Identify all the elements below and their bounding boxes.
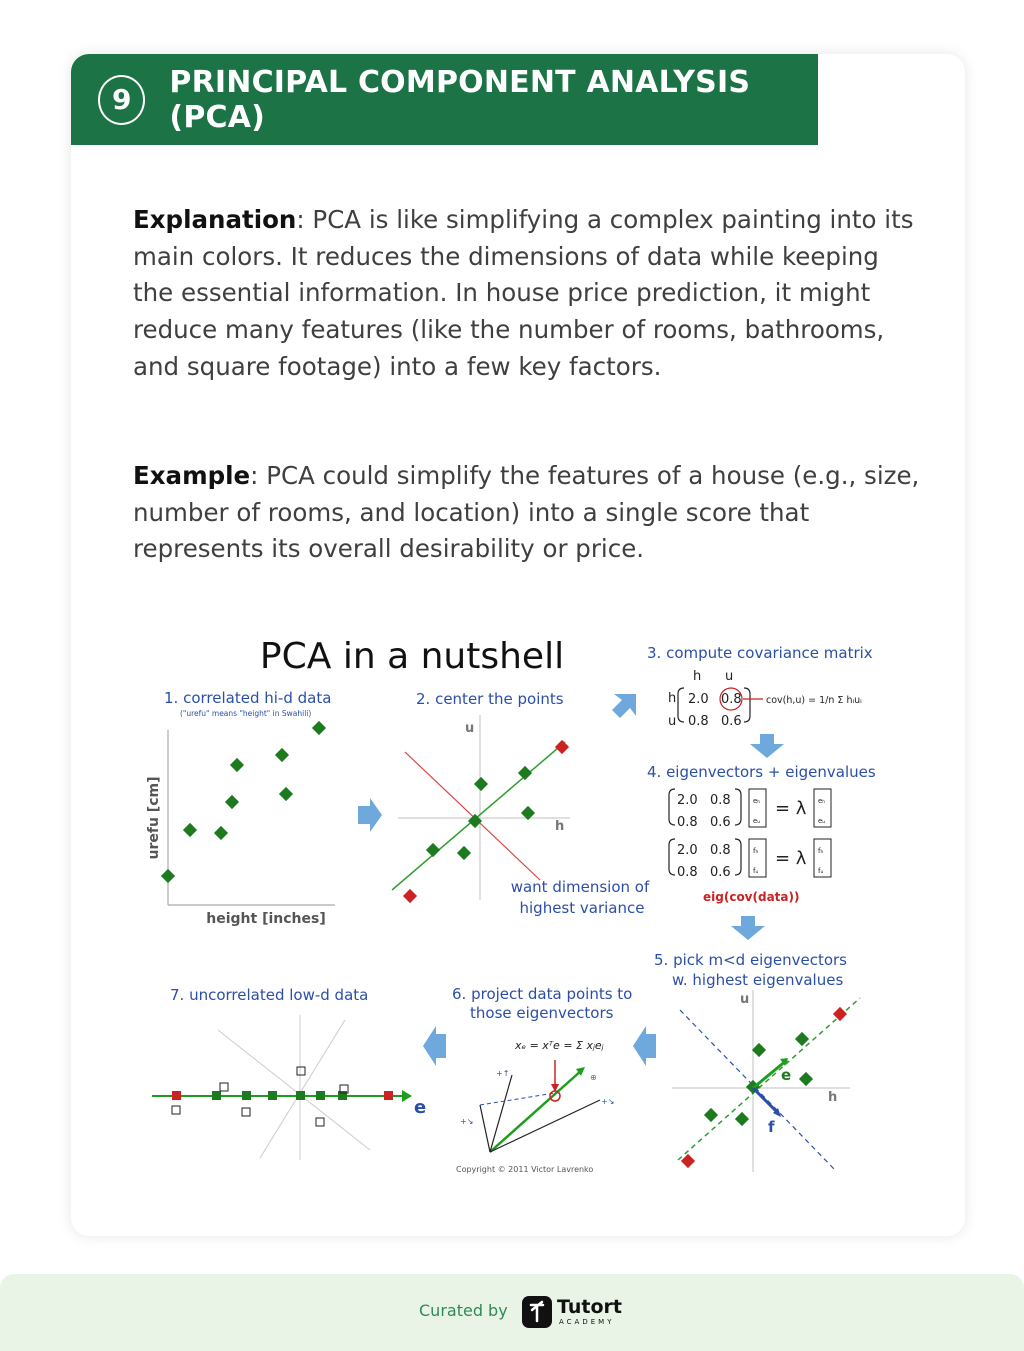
footer-bar	[0, 1274, 1024, 1351]
step2-note-line2: highest variance	[519, 899, 645, 917]
explanation-paragraph	[133, 202, 923, 386]
svg-text:eᵤ: eᵤ	[753, 817, 761, 825]
step2-label: 2. center the points	[416, 690, 564, 708]
svg-text:eᵤ: eᵤ	[818, 817, 826, 825]
arrow-left-icon	[633, 1026, 656, 1066]
step7-label: 7. uncorrelated low-d data	[170, 986, 369, 1004]
svg-text:0.8: 0.8	[710, 843, 731, 858]
arrow-down-icon	[750, 734, 784, 758]
step3-row-h: h	[668, 691, 677, 706]
step2-u-axis-label: u	[465, 721, 475, 736]
eigen-equation-1	[669, 789, 831, 830]
step3-col-h: h	[693, 669, 702, 684]
svg-text:+↘: +↘	[601, 1097, 615, 1106]
svg-text:+↘: +↘	[460, 1117, 474, 1126]
svg-text:fᵤ: fᵤ	[818, 867, 824, 875]
step3-col-u: u	[725, 669, 734, 684]
svg-text:eₕ: eₕ	[753, 797, 761, 805]
arrow-left-icon-2	[423, 1026, 446, 1066]
step3-label: 3. compute covariance matrix	[647, 644, 873, 662]
arrow-right-icon	[358, 798, 382, 832]
svg-text:0.8: 0.8	[677, 865, 698, 880]
explanation-label: Explanation	[133, 205, 297, 234]
step2-h-axis-label: h	[555, 819, 565, 834]
step5-label-line2: w. highest eigenvalues	[672, 971, 844, 989]
step2-note-line1: want dimension of	[510, 878, 650, 896]
example-paragraph	[133, 458, 923, 568]
brand-subtitle: ACADEMY	[559, 1318, 615, 1326]
step5-e-label: e	[781, 1066, 792, 1084]
section-header	[71, 54, 818, 145]
example-text: : PCA could simplify the features of a house (e.g., size, number of rooms, and location) into a single score that represents its overall desirability or price.	[133, 461, 920, 564]
arrow-down-icon-2	[731, 916, 765, 940]
step3-row-u: u	[668, 714, 677, 729]
svg-text:= λ: = λ	[775, 848, 807, 869]
curated-by-text: Curated by	[419, 1301, 508, 1320]
svg-text:2.0: 2.0	[677, 793, 698, 808]
svg-text:⊕: ⊕	[590, 1073, 597, 1082]
step1-x-label: height [inches]	[206, 911, 326, 927]
step1-points	[161, 721, 326, 883]
svg-text:eₕ: eₕ	[818, 797, 826, 805]
example-label: Example	[133, 461, 251, 490]
copyright-text: Copyright © 2011 Victor Lavrenko	[456, 1165, 594, 1174]
svg-text:= λ: = λ	[775, 798, 807, 819]
section-title: PRINCIPAL COMPONENT ANALYSIS (PCA)	[169, 64, 751, 135]
svg-text:0.6: 0.6	[710, 865, 731, 880]
step3-m12: 0.8	[721, 692, 742, 707]
step6-formula: xₑ = xᵀe = Σ xⱼeⱼ	[515, 1039, 604, 1052]
step5-u-axis-label: u	[740, 992, 750, 1007]
step5-h-axis-label: h	[828, 1090, 838, 1105]
step1-y-label: urefu [cm]	[146, 776, 162, 860]
step5-f-label: f	[768, 1118, 775, 1136]
explanation-text: : PCA is like simplifying a complex painting into its main colors. It reduces the dimensions of data while keeping the essential information. In house price prediction, it might reduce many features (like the number of rooms, bathrooms, and square footage) into a few key factors.	[133, 205, 914, 381]
svg-text:0.8: 0.8	[677, 815, 698, 830]
arrow-up-right-icon	[612, 694, 636, 718]
step3-m11: 2.0	[688, 692, 709, 707]
step4-label: 4. eigenvectors + eigenvalues	[647, 763, 876, 781]
tutort-logo-icon	[522, 1296, 552, 1328]
svg-text:2.0: 2.0	[677, 843, 698, 858]
step3-m22: 0.6	[721, 714, 742, 729]
pca-figure	[140, 620, 880, 1190]
step1-note: ("urefu" means "height" in Swahili)	[180, 709, 312, 718]
step6-label-line1: 6. project data points to	[452, 985, 633, 1003]
step7-e-label: e	[414, 1097, 427, 1118]
step4-code: eig(cov(data))	[703, 890, 800, 904]
step6-label-line2: those eigenvectors	[470, 1004, 614, 1022]
figure-title: PCA in a nutshell	[259, 636, 565, 677]
svg-text:fᵤ: fᵤ	[753, 867, 759, 875]
step5-label-line1: 5. pick m<d eigenvectors	[654, 951, 847, 969]
step3-cov-formula: cov(h,u) = 1/n Σ hᵢuᵢ	[766, 695, 862, 706]
section-number-badge: 9	[98, 75, 145, 125]
svg-text:fₕ: fₕ	[753, 847, 759, 855]
brand-name: Tutort	[557, 1296, 622, 1318]
step3-m21: 0.8	[688, 714, 709, 729]
svg-text:0.6: 0.6	[710, 815, 731, 830]
step1-label: 1. correlated hi-d data	[164, 689, 332, 707]
svg-text:fₕ: fₕ	[818, 847, 824, 855]
svg-text:0.8: 0.8	[710, 793, 731, 808]
eigen-equation-2	[669, 839, 831, 880]
svg-text:+↑: +↑	[496, 1069, 510, 1078]
